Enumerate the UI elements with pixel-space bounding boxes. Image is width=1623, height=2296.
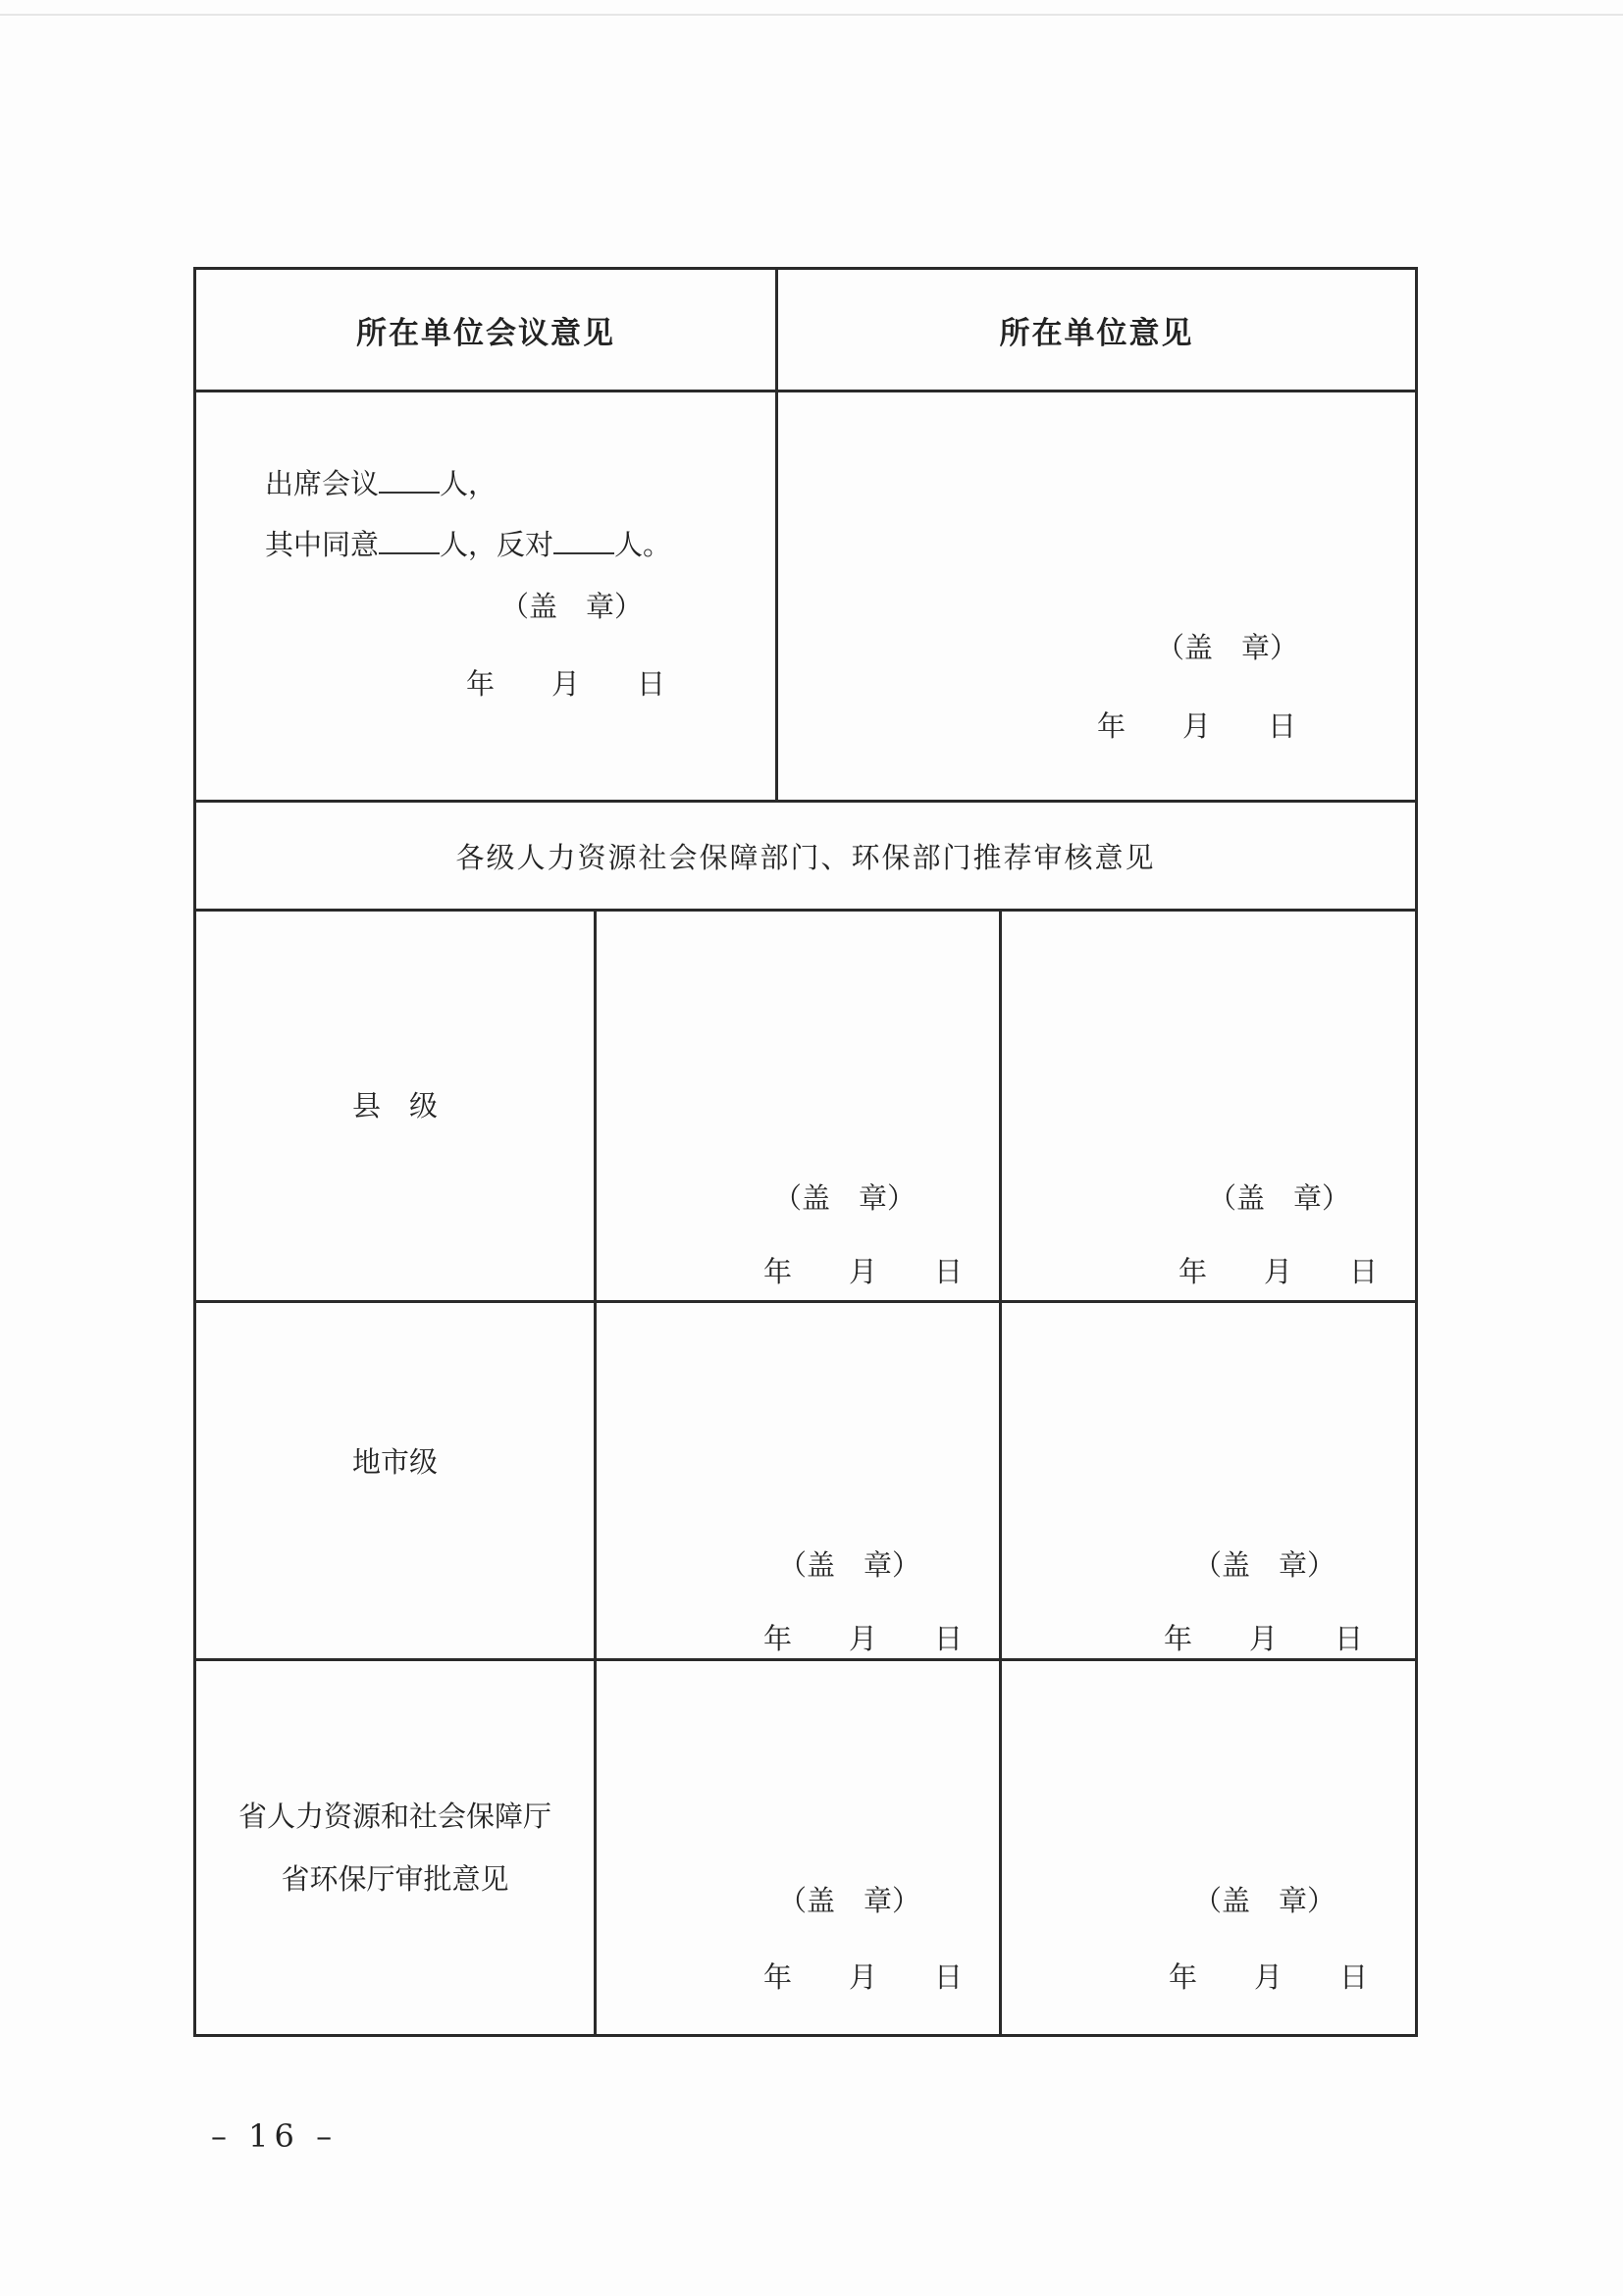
province-env-opinion-cell [1001, 1660, 1417, 2036]
county-hr-date: 年 月 日 [763, 1255, 964, 1288]
county-hr-stamp: （盖 章） [773, 1181, 916, 1215]
unit-opinion-cell [777, 391, 1417, 802]
province-env-date: 年 月 日 [1169, 1960, 1369, 1994]
review-section-title: 各级人力资源社会保障部门、环保部门推荐审核意见 [455, 840, 1156, 874]
province-env-stamp: （盖 章） [1193, 1884, 1336, 1917]
meeting-opinion-title: 所在单位会议意见 [356, 315, 615, 351]
oppose-count-blank[interactable] [553, 527, 614, 554]
meeting-opinion-header [195, 269, 777, 391]
city-hr-stamp: （盖 章） [778, 1548, 921, 1582]
county-env-date: 年 月 日 [1178, 1255, 1379, 1288]
province-hr-opinion-cell [596, 1660, 1001, 2036]
province-hr-stamp: （盖 章） [778, 1884, 921, 1917]
attendance-line-2 [265, 514, 671, 575]
attendance-text [265, 453, 671, 575]
city-env-opinion-cell [1001, 1302, 1417, 1660]
city-env-stamp: （盖 章） [1193, 1548, 1336, 1582]
province-hr-date: 年 月 日 [763, 1960, 964, 1994]
attend-suffix: 人， [440, 467, 497, 500]
page-edge [0, 14, 1623, 16]
unit-date: 年 月 日 [1097, 709, 1297, 743]
meeting-stamp: （盖 章） [500, 590, 644, 623]
meeting-opinion-cell [195, 391, 777, 802]
province-label-line-1: 省人力资源和社会保障厅 [237, 1800, 551, 1833]
attendance-line-1 [265, 453, 671, 514]
city-env-date: 年 月 日 [1164, 1622, 1364, 1655]
county-hr-opinion-cell [596, 911, 1001, 1302]
county-env-stamp: （盖 章） [1208, 1181, 1351, 1215]
agree-prefix: 其中同意 [265, 528, 380, 561]
attendees-count-blank[interactable] [379, 466, 440, 494]
attend-prefix: 出席会议 [265, 467, 380, 500]
county-env-opinion-cell [1001, 911, 1417, 1302]
province-level-label-cell [195, 1660, 596, 2036]
city-hr-date: 年 月 日 [763, 1622, 964, 1655]
city-level-label: 地市级 [351, 1445, 438, 1479]
meeting-date: 年 月 日 [466, 667, 666, 701]
review-section-header [195, 802, 1417, 911]
page-number: – 16 – [211, 2117, 339, 2155]
agree-count-blank[interactable] [379, 527, 440, 554]
approval-form-table [193, 267, 1418, 2037]
county-level-label: 县 级 [351, 1089, 438, 1122]
oppose-suffix: 人。 [614, 528, 672, 561]
city-hr-opinion-cell [596, 1302, 1001, 1660]
unit-stamp: （盖 章） [1156, 631, 1299, 664]
unit-opinion-title: 所在单位意见 [999, 315, 1194, 351]
province-label-line-2: 省环保厅审批意见 [281, 1862, 509, 1896]
county-level-label-cell [195, 911, 596, 1302]
city-level-label-cell [195, 1302, 596, 1660]
oppose-prefix: 人，反对 [440, 528, 554, 561]
unit-opinion-header [777, 269, 1417, 391]
